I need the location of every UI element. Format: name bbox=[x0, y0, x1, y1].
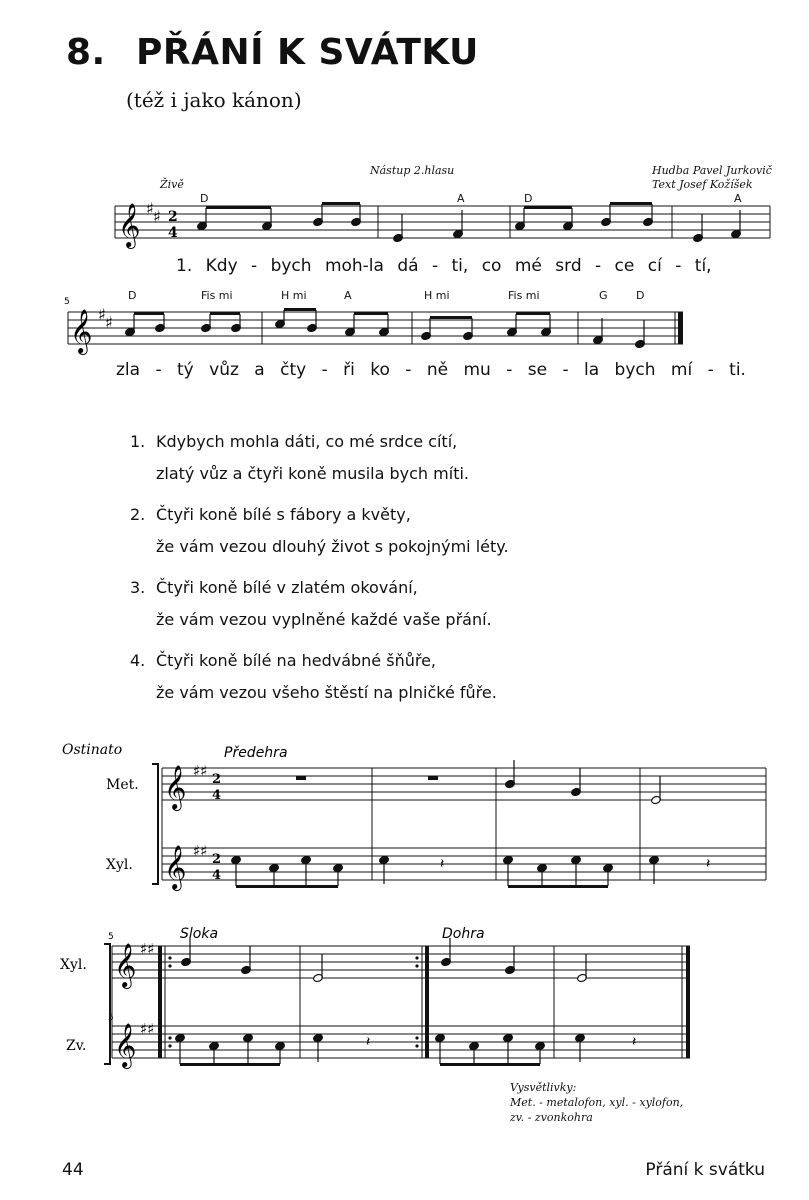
time-signature: 4 bbox=[212, 788, 222, 803]
composer-credit: Hudba Pavel Jurkovič bbox=[652, 164, 772, 177]
song-subtitle: (též i jako kánon) bbox=[126, 88, 302, 112]
key-signature-sharp: ♯ bbox=[146, 199, 154, 218]
key-signature-sharp: ♯♯ bbox=[140, 1020, 155, 1038]
lyrics-line-2: zla - tý vůz a čty - ři ko - ně mu - se - la bych mí - ti. bbox=[116, 360, 746, 380]
measure-number: 5 bbox=[108, 1013, 114, 1023]
whole-rest bbox=[428, 776, 438, 780]
staff-system-1 bbox=[115, 192, 770, 249]
ostinato-score bbox=[62, 742, 766, 891]
key-signature-sharp: ♯♯ bbox=[140, 940, 155, 958]
key-signature-sharp: ♯♯ bbox=[193, 762, 208, 780]
key-signature-sharp: ♯ bbox=[105, 313, 113, 332]
quarter-rest: 𝄽 bbox=[632, 1034, 637, 1050]
legend-line: Met. - metalofon, xyl. - xylofon, bbox=[510, 1096, 684, 1109]
song-number: 8. bbox=[66, 32, 106, 73]
verse-line: že vám vezou dlouhý život s pokojnými léty. bbox=[156, 537, 509, 556]
entry-mark: Nástup 2.hlasu bbox=[370, 164, 455, 177]
verse-item bbox=[130, 645, 509, 709]
verse-number: 4. bbox=[130, 651, 146, 670]
verse-item bbox=[130, 426, 509, 490]
instrument-xyl: Xyl. bbox=[60, 957, 87, 973]
verse-number: 1. bbox=[130, 432, 146, 451]
chord-symbol: Fis mi bbox=[508, 289, 540, 302]
whole-rest bbox=[296, 776, 306, 780]
verse-line: Čtyři koně bílé na hedvábné šňůře, bbox=[156, 651, 436, 670]
instrument-zv: Zv. bbox=[66, 1038, 87, 1054]
verse-line: zlatý vůz a čtyři koně musila bych míti. bbox=[156, 464, 469, 483]
verse-number: 3. bbox=[130, 578, 146, 597]
legend bbox=[510, 1080, 683, 1125]
verse-line: že vám vezou vyplněné každé vaše přání. bbox=[156, 610, 492, 629]
lyrics-line-1: 1. Kdy - bych moh-la dá - ti, co mé srd - ce cí - tí, bbox=[176, 256, 712, 276]
verses-list bbox=[130, 426, 509, 718]
chord-symbol: H mi bbox=[281, 289, 307, 302]
instrument-xyl: Xyl. bbox=[106, 857, 133, 873]
ostinato-label: Ostinato bbox=[62, 742, 123, 758]
lyricist-credit: Text Josef Kožíšek bbox=[652, 178, 753, 191]
outro-label: Dohra bbox=[442, 926, 485, 942]
verse-line: Čtyři koně bílé s fábory a květy, bbox=[156, 505, 411, 524]
quarter-rest: 𝄽 bbox=[440, 856, 445, 872]
chord-symbol: D bbox=[636, 289, 645, 302]
treble-clef-icon: 𝄞 bbox=[118, 203, 141, 247]
intro-label: Předehra bbox=[224, 745, 288, 761]
chord-symbol: A bbox=[734, 192, 742, 205]
chord-symbol: D bbox=[128, 289, 137, 302]
key-signature-sharp: ♯♯ bbox=[193, 842, 208, 860]
measure-number: 5 bbox=[64, 297, 70, 307]
verse-outro-score bbox=[60, 926, 690, 1069]
verse-item bbox=[130, 499, 509, 563]
chord-symbol: H mi bbox=[424, 289, 450, 302]
legend-line: zv. - zvonkohra bbox=[510, 1111, 593, 1124]
time-signature: 2 bbox=[212, 772, 222, 787]
song-title-text: PŘÁNÍ K SVÁTKU bbox=[136, 32, 479, 73]
legend-heading: Vysvětlivky: bbox=[510, 1081, 577, 1094]
chord-symbol: D bbox=[200, 192, 209, 205]
chord-symbol: D bbox=[524, 192, 533, 205]
running-title: Přání k svátku bbox=[645, 1160, 765, 1180]
treble-clef-icon: 𝄞 bbox=[164, 765, 187, 809]
page-number: 44 bbox=[62, 1160, 84, 1180]
key-signature-sharp: ♯ bbox=[153, 207, 161, 226]
time-signature: 4 bbox=[212, 868, 222, 883]
verse-line: Čtyři koně bílé v zlatém okování, bbox=[156, 578, 418, 597]
key-signature-sharp: ♯ bbox=[98, 305, 106, 324]
chord-symbol: A bbox=[344, 289, 352, 302]
instrument-met: Met. bbox=[106, 777, 139, 793]
time-signature: 2 bbox=[212, 852, 222, 867]
chord-symbol: A bbox=[457, 192, 465, 205]
quarter-rest: 𝄽 bbox=[706, 856, 711, 872]
treble-clef-icon: 𝄞 bbox=[70, 309, 93, 353]
treble-clef-icon: 𝄞 bbox=[114, 943, 137, 987]
measure-number: 5 bbox=[108, 932, 114, 942]
treble-clef-icon: 𝄞 bbox=[164, 845, 187, 889]
time-signature: 2 bbox=[168, 209, 178, 225]
chord-symbol: Fis mi bbox=[201, 289, 233, 302]
verse-number: 2. bbox=[130, 505, 146, 524]
quarter-rest: 𝄽 bbox=[366, 1034, 371, 1050]
verse-item bbox=[130, 572, 509, 636]
time-signature: 4 bbox=[168, 225, 178, 241]
verse-line: že vám vezou všeho štěstí na plničké fůře. bbox=[156, 683, 497, 702]
verse-line: Kdybych mohla dáti, co mé srdce cítí, bbox=[156, 432, 458, 451]
tempo-marking: Živě bbox=[160, 178, 184, 191]
staff-system-2 bbox=[64, 289, 683, 355]
verse-label: Sloka bbox=[180, 926, 219, 942]
treble-clef-icon: 𝄞 bbox=[114, 1023, 137, 1067]
chord-symbol: G bbox=[599, 289, 608, 302]
